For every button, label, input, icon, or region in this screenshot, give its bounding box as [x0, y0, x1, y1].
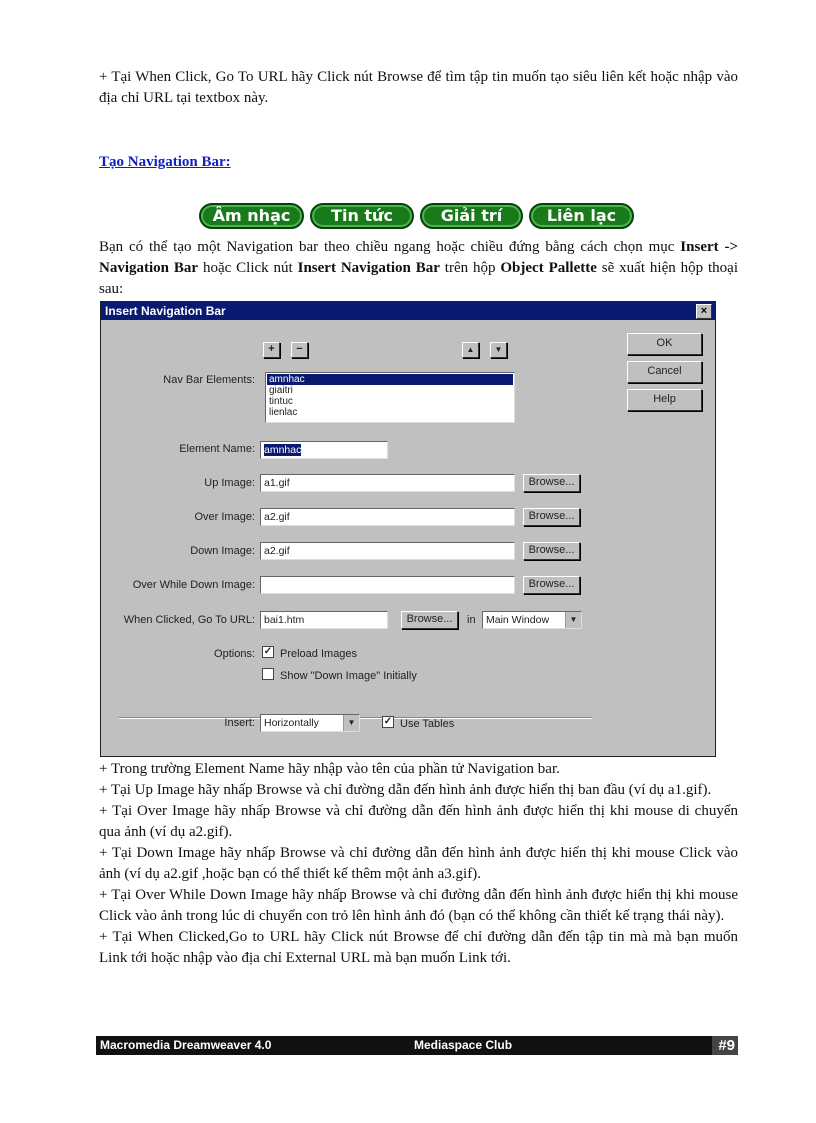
- over-while-down-label: Over While Down Image:: [132, 579, 255, 591]
- element-name-label: Element Name:: [179, 443, 255, 455]
- when-clicked-url-input[interactable]: bai1.htm: [260, 611, 388, 629]
- up-image-label: Up Image:: [204, 477, 255, 489]
- insert-label: Insert:: [224, 717, 255, 729]
- note-over-while-down: + Tại Over While Down Image hãy nhấp Browse và chỉ đường dẫn đến hình ảnh được hiển thị khi mouse Click vào ảnh trong lúc di chuyển con trỏ lên hình ảnh đó (bạn có thể không cần thiết kế trạng thái này).: [99, 887, 738, 924]
- preload-images-checkbox[interactable]: ✓: [263, 646, 273, 657]
- insert-direction-select[interactable]: Horizontally ▼: [260, 714, 360, 732]
- close-icon[interactable]: ×: [696, 304, 712, 319]
- element-name-input[interactable]: amnhac: [260, 441, 388, 459]
- chevron-down-icon[interactable]: ▼: [343, 715, 359, 731]
- browse-up-image-button[interactable]: Browse...: [523, 474, 580, 492]
- page-number: #9: [712, 1036, 738, 1055]
- notes: [99, 759, 738, 969]
- page-footer: [96, 1036, 738, 1055]
- footer-club: Mediaspace Club: [414, 1038, 513, 1052]
- ok-button[interactable]: OK: [627, 333, 702, 355]
- nav-button-lien-lac[interactable]: Liên lạc: [529, 203, 634, 229]
- dialog-title: Insert Navigation Bar: [101, 302, 715, 320]
- note-over-image: + Tại Over Image hãy nhấp Browse và chỉ đường dẫn đến hình ảnh được hiển thị khi mouse di chuyển qua ảnh (ví dụ a2.gif).: [99, 803, 738, 840]
- preload-images-label: Preload Images: [280, 648, 358, 660]
- section-heading[interactable]: Tạo Navigation Bar:: [99, 154, 231, 170]
- move-up-button[interactable]: ▲: [462, 342, 479, 358]
- down-image-label: Down Image:: [190, 545, 255, 557]
- use-tables-checkbox[interactable]: ✓: [383, 716, 393, 727]
- over-image-input[interactable]: a2.gif: [260, 508, 515, 526]
- nav-button-giai-tri[interactable]: Giải trí: [420, 203, 523, 229]
- browse-over-while-down-button[interactable]: Browse...: [523, 576, 580, 594]
- chevron-down-icon[interactable]: ▼: [565, 612, 581, 628]
- note-down-image: + Tại Down Image hãy nhấp Browse và chỉ đường dẫn đến hình ảnh được hiển thị khi mouse Click vào ảnh (ví dụ a2.gif ,hoặc bạn có thể thiết kế thêm một ảnh a3.gif).: [99, 845, 738, 882]
- note-when-clicked: + Tại When Clicked,Go to URL hãy Click nút Browse để chỉ đường dẫn đến tập tin mà mà bạn muốn Link tới hoặc nhập vào địa chỉ External URL mà bạn muốn Link tới.: [99, 929, 738, 966]
- note-element-name: + Trong trường Element Name hãy nhập vào tên của phần tử Navigation bar.: [99, 761, 560, 777]
- list-item[interactable]: tintuc: [269, 396, 293, 407]
- use-tables-label: Use Tables: [400, 718, 455, 730]
- list-item[interactable]: lienlac: [269, 407, 298, 418]
- nav-bar-elements-list[interactable]: [265, 372, 515, 423]
- nav-button-tin-tuc[interactable]: Tin tức: [310, 203, 414, 229]
- list-item[interactable]: amnhac: [267, 374, 513, 385]
- options-label: Options:: [214, 648, 255, 660]
- help-button[interactable]: Help: [627, 389, 702, 411]
- insert-navigation-bar-dialog: [100, 301, 716, 757]
- move-down-button[interactable]: ▼: [490, 342, 507, 358]
- show-down-image-label: Show "Down Image" Initially: [280, 670, 417, 682]
- up-image-input[interactable]: a1.gif: [260, 474, 515, 492]
- target-window-select[interactable]: Main Window ▼: [482, 611, 582, 629]
- dialog-form: [107, 328, 605, 752]
- cancel-button[interactable]: Cancel: [627, 361, 702, 383]
- list-item[interactable]: giaitri: [269, 385, 293, 396]
- over-image-label: Over Image:: [194, 511, 255, 523]
- when-clicked-label: When Clicked, Go To URL:: [123, 614, 255, 626]
- add-element-button[interactable]: +: [263, 342, 280, 358]
- nav-bar-elements-label: Nav Bar Elements:: [163, 374, 255, 386]
- nav-button-am-nhac[interactable]: Âm nhạc: [199, 203, 304, 229]
- browse-over-image-button[interactable]: Browse...: [523, 508, 580, 526]
- footer-title: Macromedia Dreamweaver 4.0: [100, 1038, 272, 1052]
- browse-url-button[interactable]: Browse...: [401, 611, 458, 629]
- over-while-down-input[interactable]: [260, 576, 515, 594]
- show-down-image-checkbox[interactable]: [262, 668, 274, 680]
- down-image-input[interactable]: a2.gif: [260, 542, 515, 560]
- nav-bar-example: [199, 203, 634, 229]
- remove-element-button[interactable]: −: [291, 342, 308, 358]
- in-label: in: [467, 614, 476, 626]
- browse-down-image-button[interactable]: Browse...: [523, 542, 580, 560]
- description-paragraph: Bạn có thể tạo một Navigation bar theo chiều ngang hoặc chiều đứng bằng cách chọn mục Insert -> Navigation Bar hoặc Click nút Insert Navigation Bar trên hộp Object Pallette sẽ xuất hiện hộp thoại sau:: [99, 239, 739, 297]
- intro-paragraph: + Tại When Click, Go To URL hãy Click nút Browse để tìm tập tin muốn tạo siêu liên kết hoặc nhập vào địa chỉ URL tại textbox này.: [99, 69, 738, 106]
- note-up-image: + Tại Up Image hãy nhấp Browse và chỉ đường dẫn đến hình ảnh được hiển thị ban đầu (ví dụ a1.gif).: [99, 782, 712, 798]
